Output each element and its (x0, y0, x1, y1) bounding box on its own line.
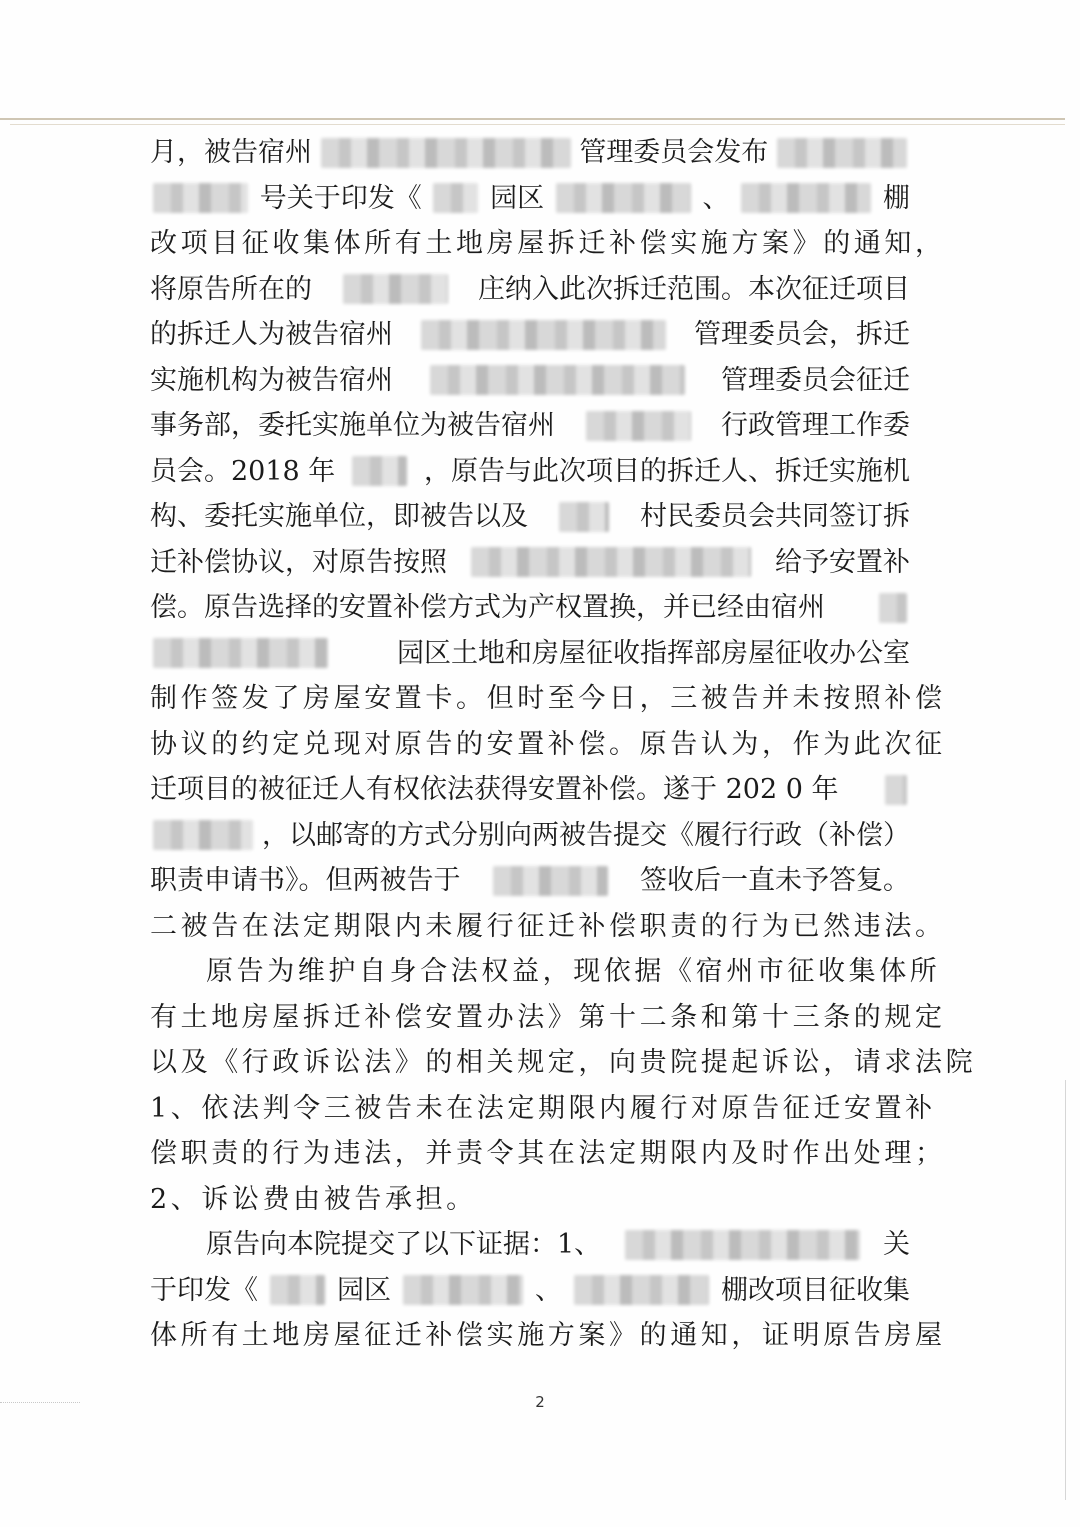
text-segment: 2、诉讼费由被告承担。 (150, 1183, 477, 1215)
text-line (150, 904, 946, 950)
redacted-block (586, 411, 691, 441)
text-segment: 实施机构为被告宿州 (150, 364, 393, 396)
text-segment: 二被告在法定期限内未履行征迁补偿职责的行为已然违法。 (150, 910, 946, 942)
text-segment: 1、依法判令三被告未在法定期限内履行对原告征迁安置补 (150, 1092, 936, 1124)
text-segment: 园区 (337, 1274, 391, 1306)
text-line (150, 403, 910, 449)
redacted-block (885, 775, 907, 805)
text-line (150, 949, 941, 995)
text-line (150, 676, 946, 722)
redacted-block (270, 1275, 325, 1305)
text-segment: 号关于印发《 (259, 182, 422, 214)
text-line (150, 540, 910, 586)
text-line (150, 1313, 946, 1359)
header-rule (0, 118, 1065, 120)
text-segment: 管理委员会，拆迁 (694, 319, 910, 350)
text-segment: 协议的约定兑现对原告的安置补偿。原告认为，作为此次征 (150, 728, 946, 760)
text-segment: 关 (883, 1229, 910, 1260)
redacted-block (493, 866, 608, 896)
text-segment: ，以邮寄的方式分别向两被告提交《履行行政（补偿） (262, 819, 910, 851)
text-segment: 迁补偿协议，对原告按照 (150, 546, 447, 578)
text-segment: 行政管理工作委 (721, 410, 910, 441)
text-line (150, 585, 910, 631)
text-segment: 原告为维护自身合法权益，现依据《宿州市征收集体所 (206, 956, 941, 987)
text-segment: 改项目征收集体所有土地房屋拆迁补偿实施方案》的通知， (150, 228, 946, 259)
text-segment: 园区土地和房屋征收指挥部房屋征收办公室 (397, 637, 910, 669)
redacted-block (559, 502, 609, 532)
text-segment: ，原告与此次项目的拆迁人、拆迁实施机 (423, 455, 910, 487)
text-line (150, 1040, 977, 1086)
redacted-block (153, 820, 253, 850)
text-segment: 管理委员会发布 (579, 137, 769, 168)
redacted-block (352, 456, 407, 486)
text-segment: 庄纳入此次拆迁范围。本次征迁项目 (478, 273, 910, 305)
text-segment: 将原告所在的 (150, 273, 312, 305)
text-line (150, 1268, 910, 1314)
text-line (150, 631, 910, 677)
text-line (150, 1222, 910, 1268)
text-segment: 体所有土地房屋征迁补偿实施方案》的通知，证明原告房屋 (150, 1320, 946, 1351)
text-segment: 村民委员会共同签订拆 (640, 501, 910, 532)
document-body (150, 130, 977, 1359)
text-line (150, 130, 910, 176)
page-number: 2 (535, 1393, 545, 1411)
text-segment: 有土地房屋拆迁补偿安置办法》第十二条和第十三条的规定 (150, 1001, 946, 1033)
text-segment: 构、委托实施单位，即被告以及 (150, 501, 528, 532)
text-line (150, 1131, 946, 1177)
redacted-block (153, 638, 328, 668)
text-line (150, 494, 910, 540)
redacted-block (879, 593, 907, 623)
redacted-block (153, 183, 248, 213)
text-segment: 棚 (882, 182, 910, 214)
redacted-block (421, 320, 666, 350)
text-line (150, 858, 910, 904)
text-segment: 月，被告宿州 (150, 137, 312, 168)
text-line (150, 449, 910, 495)
text-line (150, 312, 910, 358)
scan-edge-line (1065, 1080, 1066, 1500)
redacted-block (433, 183, 478, 213)
text-segment: 迁项目的被征迁人有权依法获得安置补偿。遂于 202 0 年 (150, 774, 839, 805)
text-segment: 、 (535, 1274, 562, 1306)
text-line (150, 1086, 936, 1132)
text-segment: 偿职责的行为违法，并责令其在法定期限内及时作出处理； (150, 1138, 946, 1169)
text-segment: 于印发《 (150, 1274, 258, 1306)
text-segment: 、 (702, 182, 730, 214)
text-segment: 事务部，委托实施单位为被告宿州 (150, 410, 555, 441)
redacted-block (343, 274, 448, 304)
text-segment: 职责申请书》。但两被告于 (150, 865, 461, 896)
text-line (150, 813, 910, 859)
redacted-block (777, 138, 907, 168)
text-segment: 原告向本院提交了以下证据：1、 (206, 1229, 602, 1260)
text-segment: 棚改项目征收集 (721, 1274, 910, 1306)
text-line (150, 358, 910, 404)
redacted-block (471, 547, 751, 577)
redacted-block (321, 138, 571, 168)
text-segment: 签收后一直未予答复。 (640, 865, 910, 896)
text-segment: 园区 (490, 182, 545, 214)
redacted-block (574, 1275, 709, 1305)
text-segment: 以及《行政诉讼法》的相关规定，向贵院提起诉讼，请求法院 (150, 1047, 977, 1078)
text-segment: 员会。2018 年 (150, 455, 336, 487)
text-segment: 给予安置补 (775, 546, 910, 578)
header-rule-secondary (10, 124, 1065, 125)
text-line (150, 1177, 910, 1223)
redacted-block (625, 1230, 860, 1260)
text-line (150, 176, 910, 222)
text-line (150, 995, 946, 1041)
redacted-block (556, 183, 691, 213)
text-segment: 管理委员会征迁 (721, 364, 910, 396)
redacted-block (741, 183, 871, 213)
redacted-block (430, 365, 685, 395)
text-line (150, 767, 910, 813)
text-line (150, 722, 946, 768)
text-segment: 的拆迁人为被告宿州 (150, 319, 393, 350)
text-line (150, 267, 910, 313)
text-segment: 制作签发了房屋安置卡。但时至今日，三被告并未按照补偿 (150, 683, 946, 714)
text-segment: 偿。原告选择的安置补偿方式为产权置换，并已经由宿州 (150, 592, 825, 623)
redacted-block (403, 1275, 523, 1305)
text-line (150, 221, 946, 267)
